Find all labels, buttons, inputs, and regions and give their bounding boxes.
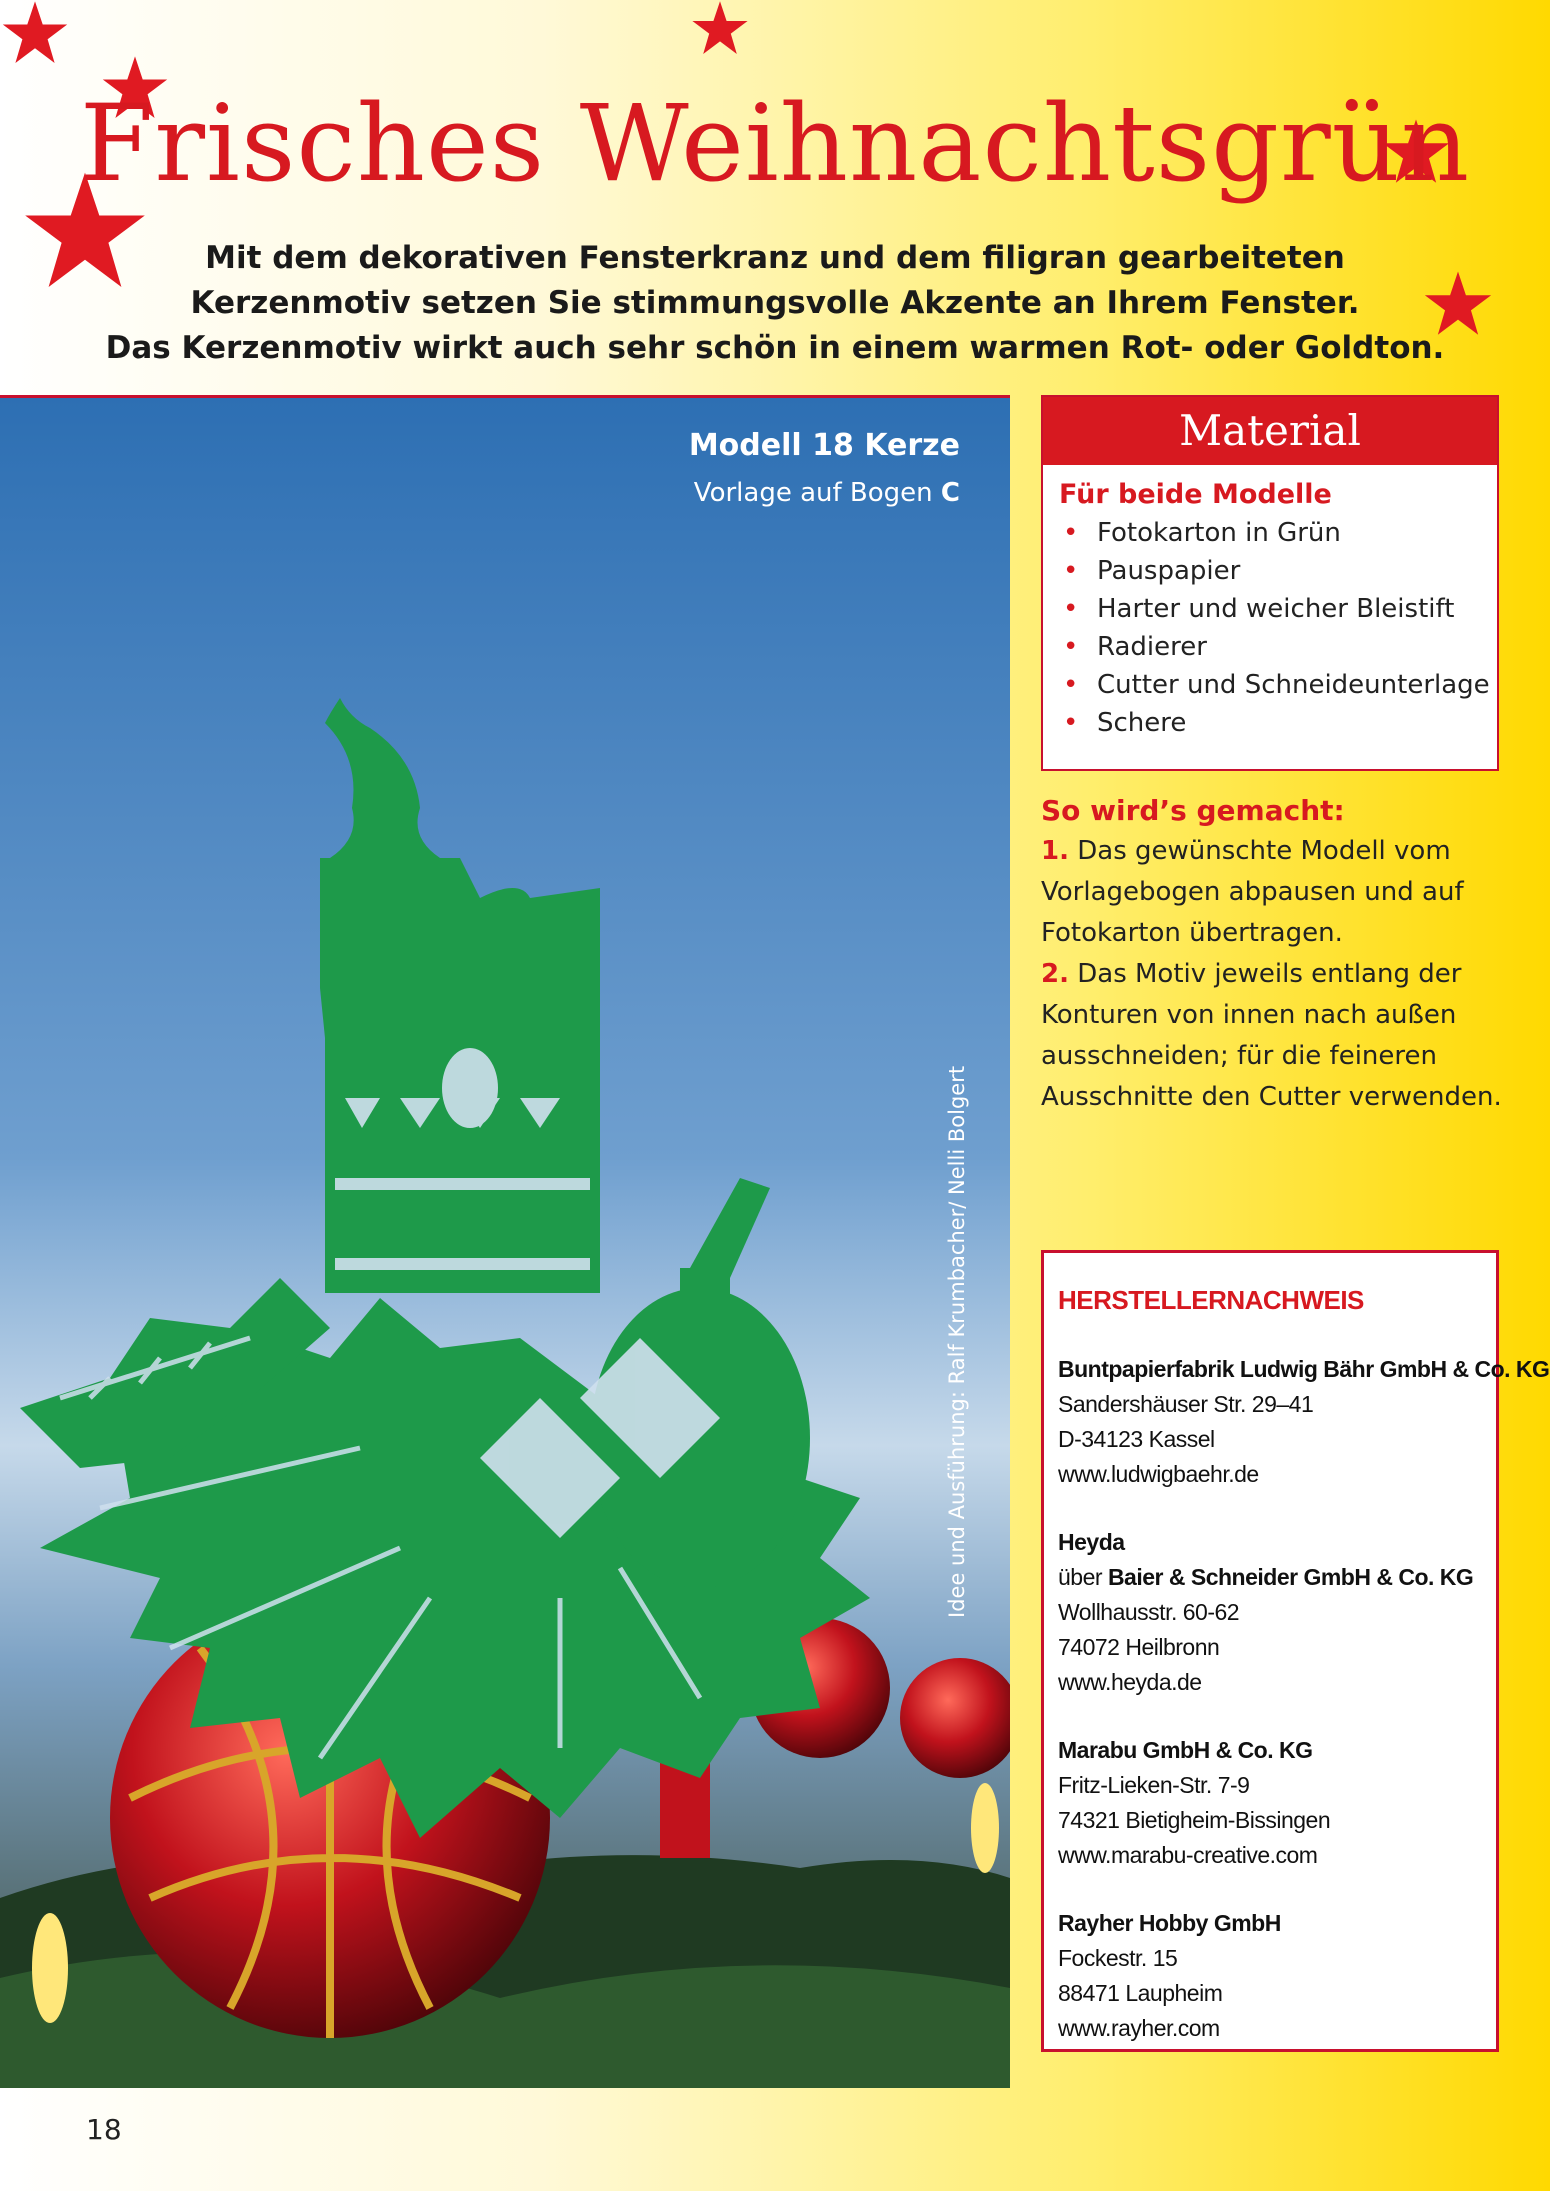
company-entry [1058, 1906, 1496, 2046]
list-item: • Schere [1059, 704, 1497, 742]
company-address: Sandershäuser Str. 29–41 [1058, 1391, 1314, 1417]
company-entry [1058, 1525, 1496, 1700]
instructions [1041, 790, 1511, 1118]
material-subheading: Für beide Modelle [1059, 479, 1332, 510]
company-entry [1058, 1352, 1550, 1492]
material-box [1041, 395, 1499, 771]
instructions-heading: So wird’s gemacht: [1041, 794, 1345, 827]
company-entry [1058, 1733, 1496, 1873]
photo-illustration [0, 398, 1010, 2088]
bullet-icon: • [1063, 632, 1079, 662]
instruction-step [1041, 831, 1511, 954]
model-name: Modell 18 Kerze [688, 428, 960, 463]
company-website[interactable]: www.marabu-creative.com [1058, 1842, 1318, 1868]
star-decoration [0, 0, 70, 70]
company-city: 88471 Laupheim [1058, 1980, 1223, 2006]
intro-line: Mit dem dekorativen Fensterkranz und dem filigran gearbeiteten [205, 240, 1345, 276]
bullet-icon: • [1063, 708, 1079, 738]
bullet-icon: • [1063, 670, 1079, 700]
company-parent: über Baier & Schneider GmbH & Co. KG [1058, 1564, 1474, 1590]
company-name: Buntpapierfabrik Ludwig Bähr GmbH & Co. KG [1058, 1356, 1550, 1382]
company-city: D-34123 Kassel [1058, 1426, 1215, 1452]
star-decoration [690, 0, 750, 60]
manufacturers-box [1041, 1250, 1550, 2052]
step-text: Das Motiv jeweils entlang der Konturen von innen nach außen ausschneiden; für die feineren Ausschnitte den Cutter verwenden. [1041, 959, 1502, 1112]
bullet-icon: • [1063, 594, 1079, 624]
template-text: Vorlage auf Bogen [693, 478, 933, 508]
photo-credit: Idee und Ausführung: Ralf Krumbacher/ Nelli Bolgert [945, 1065, 969, 1618]
page-number: 18 [86, 2113, 122, 2146]
template-sheet: C [940, 478, 960, 508]
material-heading: Material [1043, 397, 1497, 465]
candle-cutout-photo [0, 395, 1010, 2088]
list-item: • Radierer [1059, 628, 1497, 666]
company-city: 74072 Heilbronn [1058, 1634, 1220, 1660]
instruction-step [1041, 954, 1511, 1118]
step-number: 1. [1041, 836, 1069, 866]
list-item: • Cutter und Schneideunterlage [1059, 666, 1497, 704]
manufacturers-heading: HERSTELLERNACHWEIS [1058, 1285, 1364, 1315]
company-website[interactable]: www.heyda.de [1058, 1669, 1202, 1695]
company-name: Heyda [1058, 1529, 1125, 1555]
list-item: • Fotokarton in Grün [1059, 514, 1497, 552]
intro-line: Kerzenmotiv setzen Sie stimmungsvolle Akzente an Ihrem Fenster. [190, 285, 1360, 321]
bullet-icon: • [1063, 556, 1079, 586]
list-item: • Pauspapier [1059, 552, 1497, 590]
company-address: Wollhausstr. 60-62 [1058, 1599, 1240, 1625]
step-number: 2. [1041, 959, 1069, 989]
list-item: • Harter und weicher Bleistift [1059, 590, 1497, 628]
company-address: Fritz-Lieken-Str. 7-9 [1058, 1772, 1250, 1798]
company-name: Rayher Hobby GmbH [1058, 1910, 1281, 1936]
bullet-icon: • [1063, 518, 1079, 548]
company-name: Marabu GmbH & Co. KG [1058, 1737, 1313, 1763]
company-address: Fockestr. 15 [1058, 1945, 1178, 1971]
material-list [1043, 514, 1497, 742]
company-website[interactable]: www.ludwigbaehr.de [1058, 1461, 1259, 1487]
page-title: Frisches Weihnachtsgrün [79, 82, 1471, 205]
intro-text [100, 236, 1450, 371]
intro-line: Das Kerzenmotiv wirkt auch sehr schön in einem warmen Rot- oder Goldton. [105, 330, 1445, 366]
template-reference [694, 478, 960, 508]
company-website[interactable]: www.rayher.com [1058, 2015, 1220, 2041]
company-city: 74321 Bietigheim-Bissingen [1058, 1807, 1331, 1833]
step-text: Das gewünschte Modell vom Vorlagebogen abpausen und auf Fotokarton übertragen. [1041, 836, 1464, 948]
